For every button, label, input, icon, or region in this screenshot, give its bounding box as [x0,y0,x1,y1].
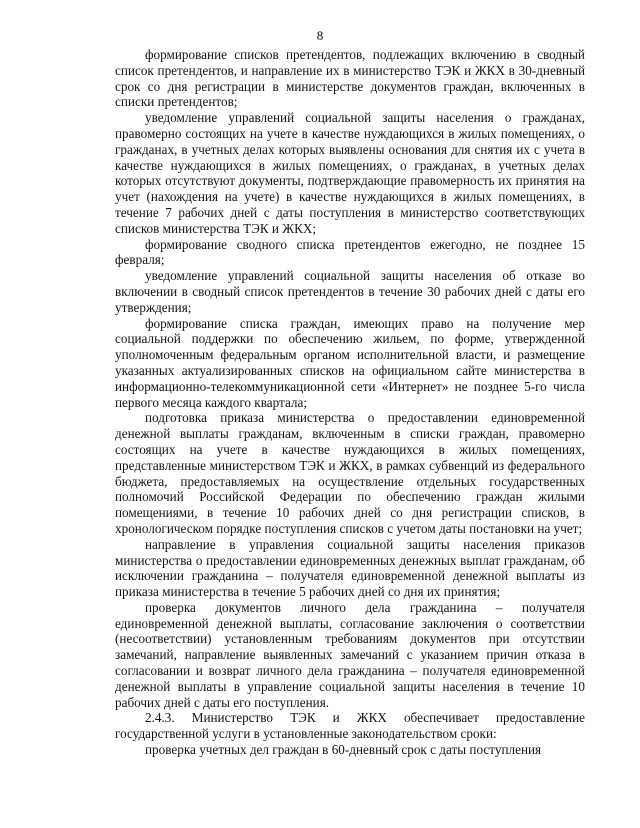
section-paragraph: 2.4.3. Министерство ТЭК и ЖКХ обеспечивает предоставление государственной услуги в установленные законодательством сроки: [115,710,585,742]
paragraph: формирование списков претендентов, подлежащих включению в сводный список претендентов, и направление их в министерство ТЭК и ЖКХ в 30-дневный срок со дня регистрации в министерстве документов граждан, включенных в списки претендентов; [115,47,585,110]
paragraph: проверка документов личного дела гражданина – получателя единовременной денежной выплаты, согласование заключения о соответствии (несоответствии) установленным требованиям документов при отсутствии замечаний, направление выявленных замечаний с указанием причин отказа в согласовании и возврат личного дела гражданина – получателя единовременной денежной выплаты в управление социальной защиты населения в течение 10 рабочих дней с даты его поступления. [115,599,585,710]
paragraph: проверка учетных дел граждан в 60-дневный срок с даты поступления [145,742,542,758]
paragraph: направление в управления социальной защиты населения приказов министерства о предоставлении единовременных денежных выплат гражданам, об исключении гражданина – получателя единовременной денежной выплаты из приказа министерства в течение 5 рабочих дней со дня их принятия; [115,536,585,600]
paragraph: уведомление управлений социальной защиты населения об отказе во включении в сводный список претендентов в течение 30 рабочих дней с даты его утверждения; [115,268,585,315]
document-body [115,47,585,758]
paragraph: формирование сводного списка претендентов ежегодно, не позднее 15 февраля; [115,236,585,268]
paragraph: подготовка приказа министерства о предоставлении единовременной денежной выплаты гражданам, включенным в списки граждан, правомерно состоящих на учете в качестве нуждающихся в жилых помещениях, представленные министерством ТЭК и ЖКХ, в рамках субвенций из федерального бюджета, предоставляемых на осуществление отдельных государственных полномочий Российской Федерации по обеспечению граждан жилыми помещениями, в течение 10 рабочих дней со дня регистрации списков, в хронологическом порядке поступления списков с учетом даты постановки на учет; [115,410,585,536]
paragraph: формирование списка граждан, имеющих право на получение мер социальной поддержки по обеспечению жильем, по форме, утвержденной уполномоченным федеральным органом исполнительной власти, и размещение указанных актуализированных списков на официальном сайте министерства в информационно-телекоммуникационной сети «Интернет» не позднее 5-го числа первого месяца каждого квартала; [115,315,585,410]
paragraph: уведомление управлений социальной защиты населения о гражданах, правомерно состоящих на учете в качестве нуждающихся в жилых помещениях, о гражданах, в учетных делах которых выявлены основания для снятия их с учета в качестве нуждающихся в жилых помещениях, о гражданах, в учетных делах которых отсутствуют документы, подтверждающие правомерность их принятия на учет (нахождения на учете) в качестве нуждающихся в жилых помещениях, в течение 7 рабочих дней с даты поступления в министерство соответствующих списков министерства ТЭК и ЖКХ; [115,110,585,236]
page-number: 8 [316,28,324,43]
